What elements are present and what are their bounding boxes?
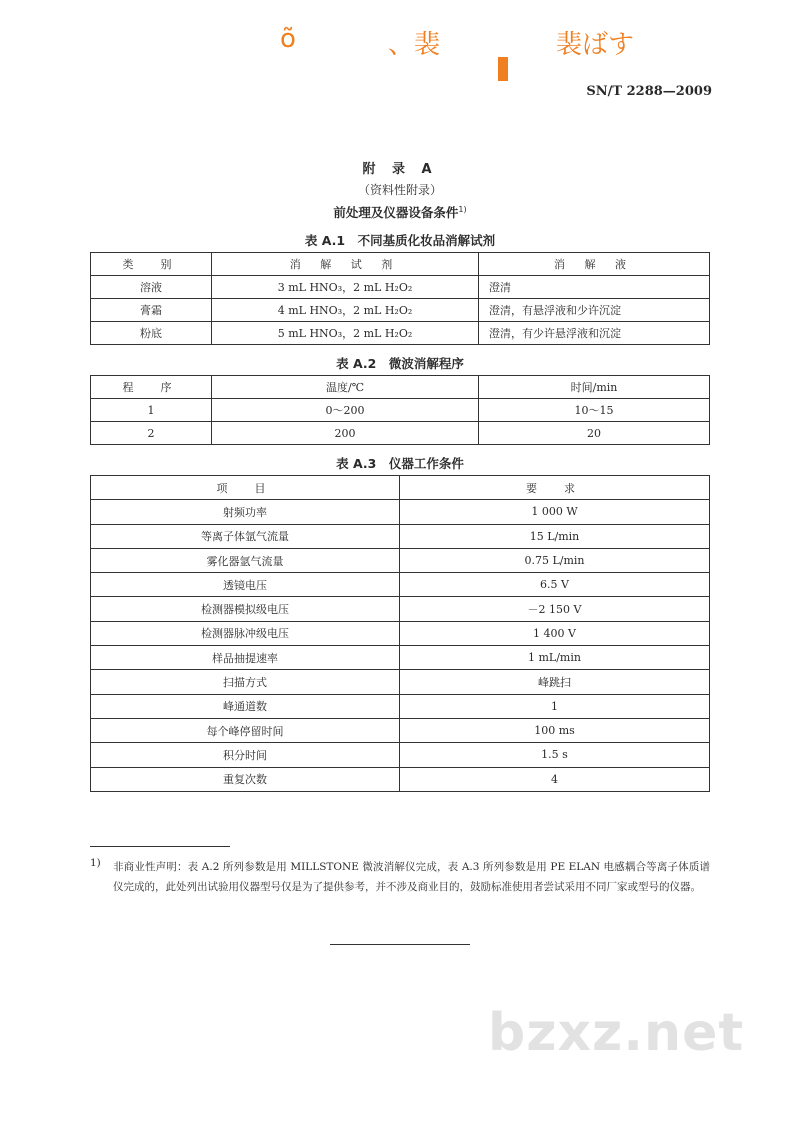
table-cell: 15 L/min xyxy=(400,524,710,548)
footnote-text: 非商业性声明：表 A.2 所列参数是用 MILLSTONE 微波消解仪完成，表 A.3 所列参数是用 PE ELAN 电感耦合等离子体质谱仪完成的，此处列出试验用仪器型号仅是为了提供参考，并不涉及商业目的，鼓励标准使用者尝试采用不同厂家或型号的仪器。 xyxy=(113,861,710,893)
table2-header-cell: 温度/℃ xyxy=(212,376,479,399)
table-cell: 1 mL/min xyxy=(400,646,710,670)
table-cell: 等离子体氩气流量 xyxy=(91,524,400,548)
table2-caption: 表 A.2 微波消解程序 xyxy=(336,356,464,371)
table2-header-cell: 时间/min xyxy=(479,376,710,399)
table-cell: 1 000 W xyxy=(400,500,710,524)
watermark-part-2: 、裴 xyxy=(388,30,441,60)
table-cell: 0～200 xyxy=(212,399,479,422)
table-row xyxy=(91,500,710,524)
table-cell: 峰跳扫 xyxy=(400,670,710,694)
table3-header-cell: 项 目 xyxy=(91,476,400,500)
watermark-part-1: õ xyxy=(280,24,296,54)
table-row xyxy=(91,621,710,645)
table-cell: 0.75 L/min xyxy=(400,548,710,572)
table-cell: 3 mL HNO₃，2 mL H₂O₂ xyxy=(212,276,479,299)
site-watermark: bzxz.net xyxy=(488,1003,745,1063)
table-cell: 每个峰停留时间 xyxy=(91,718,400,742)
table-cell: 溶液 xyxy=(91,276,212,299)
table-cell: 雾化器氩气流量 xyxy=(91,548,400,572)
table-cell: 1 xyxy=(400,694,710,718)
table-cell: 积分时间 xyxy=(91,743,400,767)
watermark-part-3: 裴ばす xyxy=(556,30,635,60)
table1 xyxy=(90,252,710,345)
table2-header-cell: 程 序 xyxy=(91,376,212,399)
table1-header-cell: 类 别 xyxy=(91,253,212,276)
table-cell: 重复次数 xyxy=(91,767,400,791)
table-cell: 澄清，有少许悬浮液和沉淀 xyxy=(479,322,710,345)
table-cell: 扫描方式 xyxy=(91,670,400,694)
annex-title: 附 录 A xyxy=(362,162,438,177)
table3 xyxy=(90,475,710,792)
table-row xyxy=(91,276,710,299)
table-cell: 10～15 xyxy=(479,399,710,422)
header-watermark xyxy=(0,24,800,64)
table-row xyxy=(91,597,710,621)
standard-code: SN/T 2288—2009 xyxy=(586,84,712,99)
table-cell: 1.5 s xyxy=(400,743,710,767)
end-divider xyxy=(330,944,470,945)
table-cell: 射频功率 xyxy=(91,500,400,524)
table-row xyxy=(91,322,710,345)
table-cell: 2 xyxy=(91,422,212,445)
table-cell: 1 xyxy=(91,399,212,422)
table1-header-row xyxy=(91,253,710,276)
footnote-mark: 1) xyxy=(90,857,101,869)
table2-header-row xyxy=(91,376,710,399)
table2 xyxy=(90,375,710,445)
table-cell: 4 xyxy=(400,767,710,791)
annex-name xyxy=(0,203,800,221)
table-row xyxy=(91,299,710,322)
table-cell: 粉底 xyxy=(91,322,212,345)
annex-type: （资料性附录） xyxy=(357,183,442,197)
table3-caption: 表 A.3 仪器工作条件 xyxy=(336,456,464,471)
table-cell: 6.5 V xyxy=(400,573,710,597)
table-row xyxy=(91,573,710,597)
table1-header-cell: 消 解 液 xyxy=(479,253,710,276)
table-cell: 5 mL HNO₃，2 mL H₂O₂ xyxy=(212,322,479,345)
table-cell: －2 150 V xyxy=(400,597,710,621)
table-row xyxy=(91,548,710,572)
table-row xyxy=(91,524,710,548)
table-row xyxy=(91,422,710,445)
table-cell: 检测器模拟级电压 xyxy=(91,597,400,621)
table1-caption: 表 A.1 不同基质化妆品消解试剂 xyxy=(304,233,496,248)
table-row xyxy=(91,694,710,718)
table-cell: 20 xyxy=(479,422,710,445)
table-row xyxy=(91,718,710,742)
table-row xyxy=(91,399,710,422)
table3-header-row xyxy=(91,476,710,500)
table-cell: 4 mL HNO₃，2 mL H₂O₂ xyxy=(212,299,479,322)
table-row xyxy=(91,767,710,791)
table-row xyxy=(91,743,710,767)
table-cell: 澄清 xyxy=(479,276,710,299)
table-row xyxy=(91,646,710,670)
table-cell: 检测器脉冲级电压 xyxy=(91,621,400,645)
table1-header-cell: 消 解 试 剂 xyxy=(212,253,479,276)
table-cell: 1 400 V xyxy=(400,621,710,645)
table-row xyxy=(91,670,710,694)
watermark-bar xyxy=(498,57,508,81)
table-cell: 膏霜 xyxy=(91,299,212,322)
table3-header-cell: 要 求 xyxy=(400,476,710,500)
table-cell: 200 xyxy=(212,422,479,445)
annex-name-text: 前处理及仪器设备条件 xyxy=(333,205,459,220)
table-cell: 澄清，有悬浮液和少许沉淀 xyxy=(479,299,710,322)
annex-footnote-ref: 1) xyxy=(458,204,467,214)
table-cell: 透镜电压 xyxy=(91,573,400,597)
table-cell: 100 ms xyxy=(400,718,710,742)
table-cell: 样品抽提速率 xyxy=(91,646,400,670)
table-cell: 峰通道数 xyxy=(91,694,400,718)
footnote-divider xyxy=(90,846,230,847)
